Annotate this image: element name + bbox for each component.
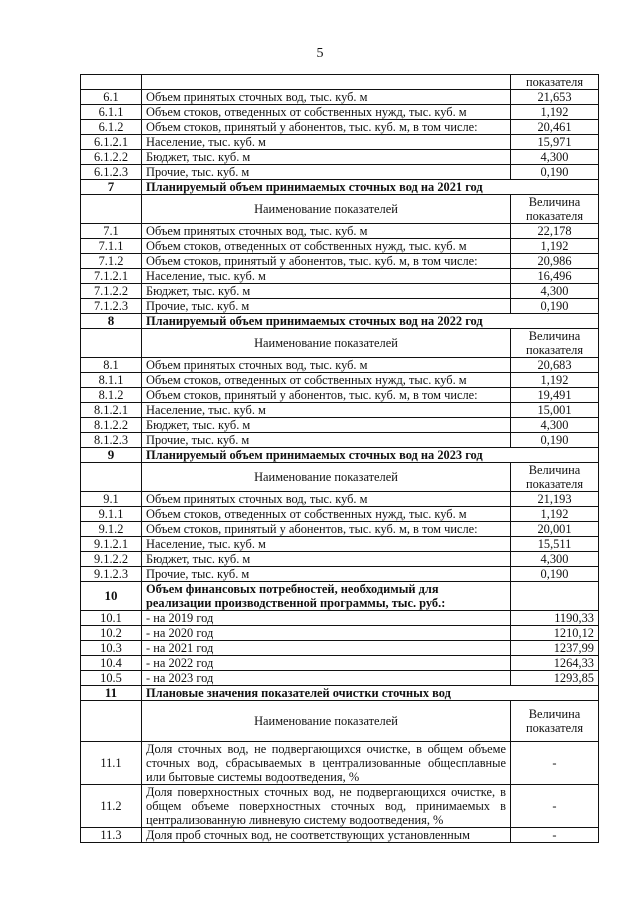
- table-row: [81, 75, 599, 90]
- table-row: 10.4 - на 2022 год 1264,33: [81, 656, 599, 671]
- table-row: 7.1.2.1 Население, тыс. куб. м 16,496: [81, 269, 599, 284]
- column-header-value: Величина показателя: [511, 329, 599, 358]
- column-header-name: Наименование показателей: [142, 195, 511, 224]
- table-row: 11.1 Доля сточных вод, не подвергающихся очистке, в общем объеме сточных вод, сбрасываемых в централизованные общесплавные или бытовые системы водоотведения, % -: [81, 742, 599, 785]
- table-row: 9.1.2.3 Прочие, тыс. куб. м 0,190: [81, 567, 599, 582]
- column-header-value: Величина показателя: [511, 463, 599, 492]
- program-table: [80, 74, 599, 843]
- table-row: 10.5 - на 2023 год 1293,85: [81, 671, 599, 686]
- column-header-row: [81, 329, 599, 358]
- table-row: 10.2 - на 2020 год 1210,12: [81, 626, 599, 641]
- column-header-name: Наименование показателей: [142, 463, 511, 492]
- table-row: 6.1.1 Объем стоков, отведенных от собственных нужд, тыс. куб. м 1,192: [81, 105, 599, 120]
- table-row: 8.1.2.2 Бюджет, тыс. куб. м 4,300: [81, 418, 599, 433]
- table-row: 6.1 Объем принятых сточных вод, тыс. куб. м 21,653: [81, 90, 599, 105]
- section-heading: 9 Планируемый объем принимаемых сточных вод на 2023 год: [81, 448, 599, 463]
- page-number: 5: [316, 46, 324, 61]
- column-header-name: Наименование показателей: [142, 329, 511, 358]
- table-row: 9.1.2 Объем стоков, принятый у абонентов, тыс. куб. м, в том числе: 20,001: [81, 522, 599, 537]
- column-header-row: [81, 195, 599, 224]
- table-row: 8.1 Объем принятых сточных вод, тыс. куб. м 20,683: [81, 358, 599, 373]
- table-row: 9.1.1 Объем стоков, отведенных от собственных нужд, тыс. куб. м 1,192: [81, 507, 599, 522]
- table-row: 7.1.2 Объем стоков, принятый у абонентов, тыс. куб. м, в том числе: 20,986: [81, 254, 599, 269]
- table-row: 8.1.2.1 Население, тыс. куб. м 15,001: [81, 403, 599, 418]
- table-row: 7.1.2.2 Бюджет, тыс. куб. м 4,300: [81, 284, 599, 299]
- table-row: 10.3 - на 2021 год 1237,99: [81, 641, 599, 656]
- table-row: 7.1 Объем принятых сточных вод, тыс. куб. м 22,178: [81, 224, 599, 239]
- column-header-name: Наименование показателей: [142, 701, 511, 742]
- table-row: 9.1.2.1 Население, тыс. куб. м 15,511: [81, 537, 599, 552]
- column-header-row: [81, 463, 599, 492]
- table-row: 9.1.2.2 Бюджет, тыс. куб. м 4,300: [81, 552, 599, 567]
- table-row: 11.2 Доля поверхностных сточных вод, не подвергающихся очистке, в общем объеме поверхностных сточных вод, принимаемых в централизованную ливневую систему водоотведения, % -: [81, 785, 599, 828]
- table-row: 6.1.2.3 Прочие, тыс. куб. м 0,190: [81, 165, 599, 180]
- section-heading: 10 Объем финансовых потребностей, необходимый для реализации производственной программы, тыс. руб.:: [81, 582, 599, 611]
- value-header: показателя: [511, 75, 599, 90]
- table-row: 7.1.1 Объем стоков, отведенных от собственных нужд, тыс. куб. м 1,192: [81, 239, 599, 254]
- column-header-value: Величина показателя: [511, 195, 599, 224]
- column-header-row: [81, 701, 599, 742]
- section-heading: 11 Плановые значения показателей очистки сточных вод: [81, 686, 599, 701]
- table-row: 9.1 Объем принятых сточных вод, тыс. куб. м 21,193: [81, 492, 599, 507]
- table-row: 6.1.2.2 Бюджет, тыс. куб. м 4,300: [81, 150, 599, 165]
- table-row: 7.1.2.3 Прочие, тыс. куб. м 0,190: [81, 299, 599, 314]
- section-heading: 7 Планируемый объем принимаемых сточных вод на 2021 год: [81, 180, 599, 195]
- table-row: 11.3 Доля проб сточных вод, не соответствующих установленным -: [81, 828, 599, 843]
- table-row: 6.1.2.1 Население, тыс. куб. м 15,971: [81, 135, 599, 150]
- table-row: 8.1.2 Объем стоков, принятый у абонентов, тыс. куб. м, в том числе: 19,491: [81, 388, 599, 403]
- section-heading: 8 Планируемый объем принимаемых сточных вод на 2022 год: [81, 314, 599, 329]
- table-row: 8.1.2.3 Прочие, тыс. куб. м 0,190: [81, 433, 599, 448]
- table-row: 8.1.1 Объем стоков, отведенных от собственных нужд, тыс. куб. м 1,192: [81, 373, 599, 388]
- column-header-value: Величина показателя: [511, 701, 599, 742]
- table-row: 10.1 - на 2019 год 1190,33: [81, 611, 599, 626]
- table-row: 6.1.2 Объем стоков, принятый у абонентов, тыс. куб. м, в том числе: 20,461: [81, 120, 599, 135]
